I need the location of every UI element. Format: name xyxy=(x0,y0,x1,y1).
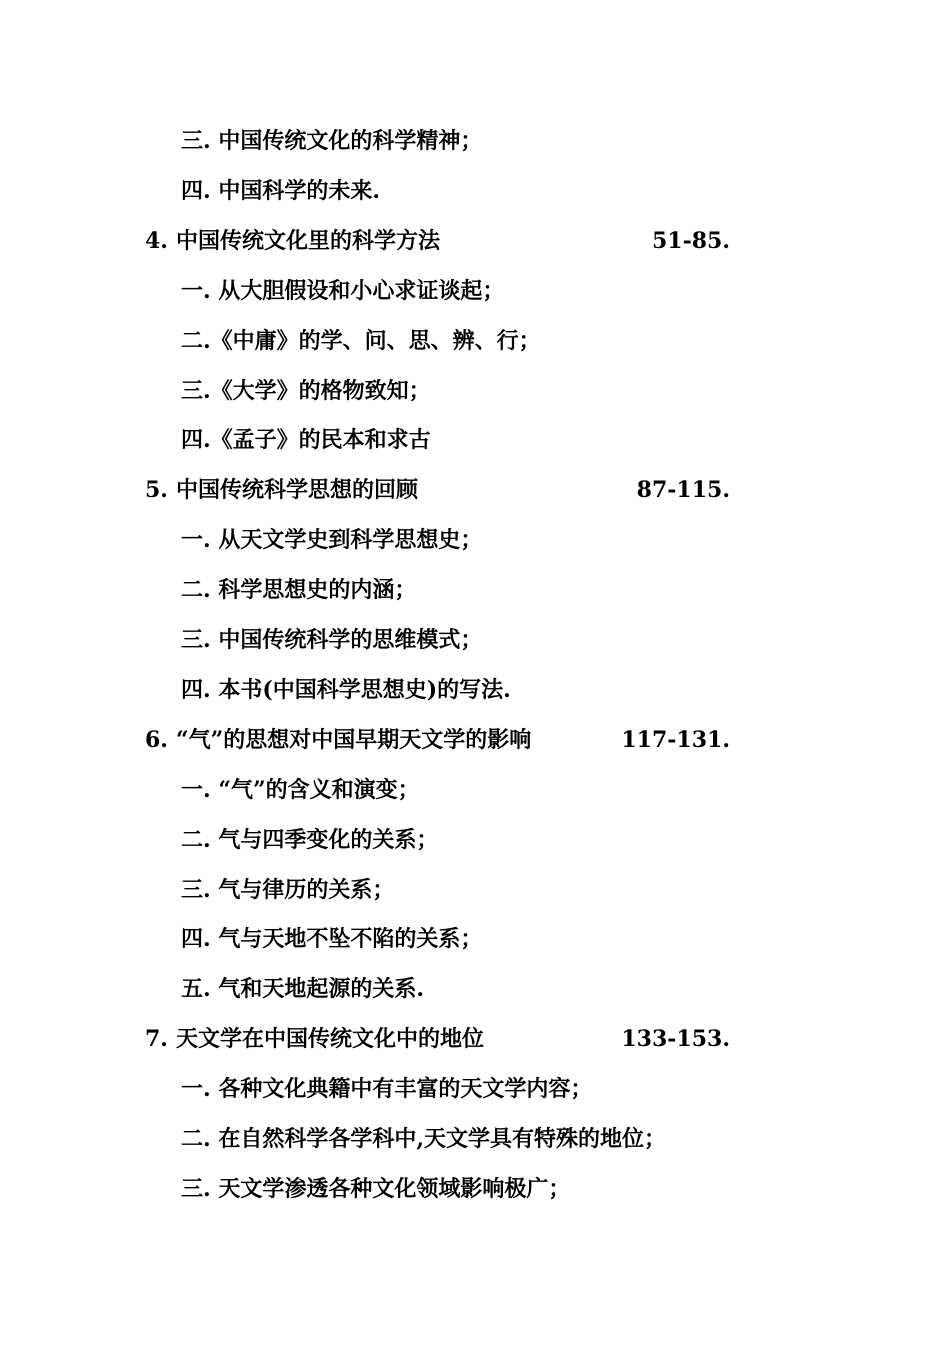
chapter-entry xyxy=(145,725,730,755)
section-entry: 一. 从大胆假设和小心求证谈起； xyxy=(181,278,505,304)
section-entry: 五. 气和天地起源的关系. xyxy=(181,976,424,1002)
chapter-page-range: 51-85. xyxy=(651,228,730,254)
section-entry: 一. 各种文化典籍中有丰富的天文学内容； xyxy=(181,1076,593,1102)
chapter-number: 7. xyxy=(145,1026,168,1052)
section-entry: 一. 从天文学史到科学思想史； xyxy=(181,527,483,553)
chapter-entry xyxy=(145,475,730,505)
chapter-number: 5. xyxy=(145,477,168,503)
chapter-title: 中国传统科学思想的回顾 xyxy=(175,477,418,503)
section-entry: 四. 中国科学的未来. xyxy=(181,178,380,204)
section-entry: 三. 气与律历的关系； xyxy=(181,877,395,903)
section-entry: 二. 气与四季变化的关系； xyxy=(181,827,439,853)
chapter-entry xyxy=(145,226,730,256)
chapter-title: 天文学在中国传统文化中的地位 xyxy=(175,1026,484,1052)
section-entry: 三. 中国传统科学的思维模式； xyxy=(181,627,483,653)
chapter-page-range: 133-153. xyxy=(621,1026,730,1052)
chapter-number: 4. xyxy=(145,228,168,254)
chapter-entry xyxy=(145,1024,730,1054)
section-entry: 三.《大学》的格物致知； xyxy=(181,378,431,404)
chapter-title: “气”的思想对中国早期天文学的影响 xyxy=(175,727,532,753)
section-entry: 四.《孟子》的民本和求古 xyxy=(181,427,431,453)
chapter-page-range: 117-131. xyxy=(621,727,730,753)
section-entry: 四. 气与天地不坠不陷的关系； xyxy=(181,926,483,952)
section-entry: 四. 本书(中国科学思想史)的写法. xyxy=(181,677,511,703)
section-entry: 三. 中国传统文化的科学精神； xyxy=(181,128,483,154)
section-entry: 二. 在自然科学各学科中,天文学具有特殊的地位； xyxy=(181,1126,666,1152)
chapter-number: 6. xyxy=(145,727,168,753)
section-entry: 一. “气”的含义和演变； xyxy=(181,777,420,803)
chapter-title: 中国传统文化里的科学方法 xyxy=(175,228,440,254)
section-entry: 二. 科学思想史的内涵； xyxy=(181,577,417,603)
section-entry: 三. 天文学渗透各种文化领域影响极广； xyxy=(181,1176,571,1202)
chapter-page-range: 87-115. xyxy=(636,477,730,503)
section-entry: 二.《中庸》的学、问、思、辨、行； xyxy=(181,328,541,354)
